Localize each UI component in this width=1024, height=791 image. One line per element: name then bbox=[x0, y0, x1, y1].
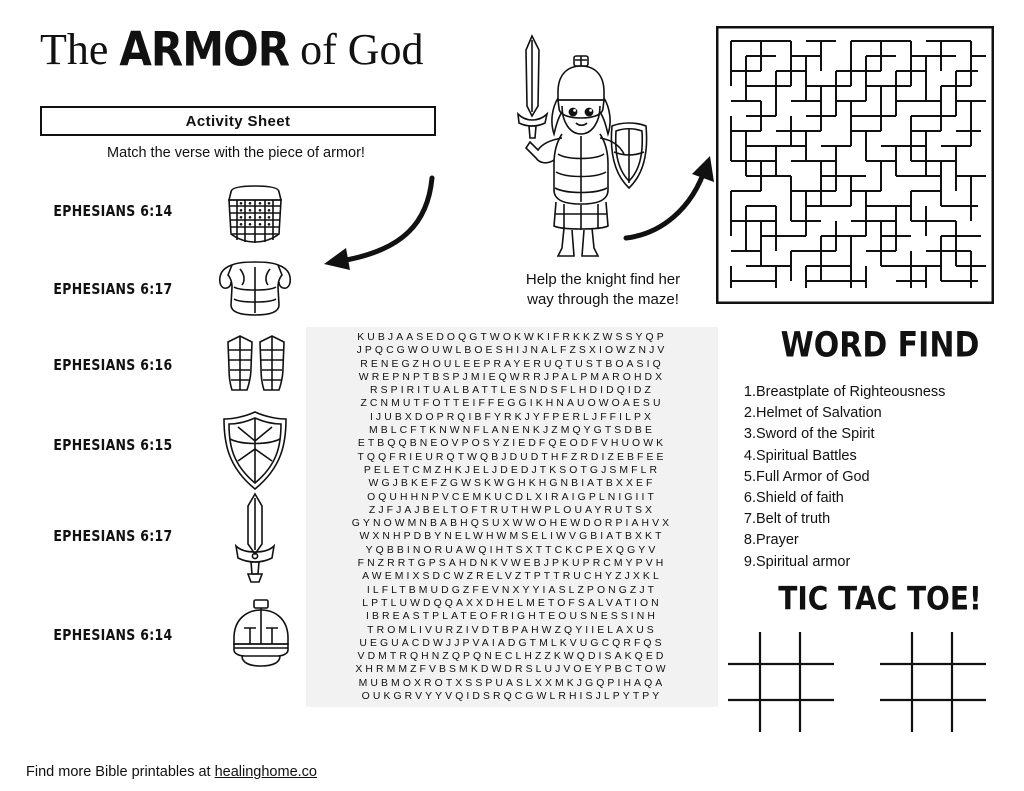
word-search-row: GYNOWMNBABHQSUXWWOHEWDORPIAHVX bbox=[351, 518, 673, 530]
title-word-god: God bbox=[347, 25, 424, 74]
tic-tac-toe-board-2 bbox=[880, 632, 986, 732]
sword-icon bbox=[226, 492, 284, 584]
title-word-of: of bbox=[300, 25, 337, 74]
list-item: 9.Spiritual armor bbox=[743, 553, 851, 570]
word-find-word: Sword of the Spirit bbox=[756, 426, 875, 443]
verse-label-6: EPHESIANS 6:14 bbox=[53, 625, 173, 644]
boots-icon bbox=[218, 334, 294, 396]
knight-caption bbox=[488, 270, 718, 311]
word-search-row: OQUHHNPVCEMKUCDLXIRAIGPLNIGIIT bbox=[367, 491, 657, 503]
list-item: 7.Belt of truth bbox=[743, 511, 831, 528]
word-search-row: XHRMMZFVBSMKDWDRSLUJVOEYPBCTOW bbox=[355, 664, 669, 676]
footer-text: Find more Bible printables at bbox=[26, 764, 215, 780]
verse-label-4: EPHESIANS 6:15 bbox=[53, 435, 173, 454]
word-search-row: WXNHPDBYNELWHWMSELIWVGBIATBXKT bbox=[359, 531, 665, 543]
word-find-word: Spiritual armor bbox=[756, 553, 851, 570]
word-search-row: TROMLIVURZIVDTBPAHWZQYIIELAXUS bbox=[367, 624, 657, 636]
verse-label-3: EPHESIANS 6:16 bbox=[53, 355, 173, 374]
word-find-word: Breastplate of Righteousness bbox=[756, 384, 946, 400]
word-search-row: OUKGRVYYVQIDSRQCGWLRHISJLPYTPY bbox=[361, 691, 663, 703]
word-search-row: WREPNPTBSPJMIEQWRRJPALPMAROHDX bbox=[358, 371, 666, 383]
word-search-row: RENEGZHOULEEPRAYERUQTUSTBOASIQ bbox=[360, 358, 664, 370]
word-search-row: LPTLUWDQQAXXDHELMETOFSALVATION bbox=[362, 597, 662, 609]
knight-caption-line1: Help the knight find her bbox=[525, 271, 681, 288]
word-find-word: Helmet of Salvation bbox=[756, 405, 882, 422]
tic-tac-toe-title: TIC TAC TOE! bbox=[778, 579, 982, 618]
list-item: 4.Spiritual Battles bbox=[743, 447, 857, 464]
word-search-row: ETBQQBNEOVPOSYZIEDFQEODFVHUOWK bbox=[357, 438, 667, 450]
title-word-armor: ARMOR bbox=[119, 22, 290, 77]
word-search-row: TQQFRIEURQTWQBJDUDTHFZRDIZEBFEE bbox=[357, 451, 667, 463]
page-title bbox=[40, 22, 440, 77]
list-item: 1.Breastplate of Righteousness bbox=[743, 384, 946, 400]
word-search-row: PELETCMZHKJELJDEDJTKSOTGJSMFLR bbox=[363, 464, 661, 476]
word-search-row: YQBBINORUAWQIHTSXTTCKCPEXQGYV bbox=[365, 544, 659, 556]
word-search-row: ZJFJAJBELTOFTRUTHWPLOUAYRUTSX bbox=[368, 504, 656, 516]
word-search-row: JPQCGWOUWLBOESHIJNALFZSXIOWZNJV bbox=[356, 345, 668, 357]
activity-sheet-banner bbox=[40, 106, 436, 136]
word-search-row: MBLCFTKNWNFLANENKJZMQYGTSDBE bbox=[369, 425, 655, 437]
knight-caption-line2: way through the maze! bbox=[527, 291, 679, 309]
list-item: 8.Prayer bbox=[743, 532, 799, 549]
word-find-title: WORD FIND bbox=[780, 325, 980, 366]
word-find-word: Full Armor of God bbox=[756, 468, 870, 485]
word-search-row: KUBJAASEDOQGTWOKWKIFRKKZWSSYQP bbox=[357, 332, 667, 343]
title-text bbox=[40, 22, 440, 77]
tunic-skirt-icon bbox=[215, 182, 295, 252]
footer bbox=[26, 764, 317, 780]
word-find-word: Prayer bbox=[756, 532, 799, 549]
word-search-row: RSPIRITUALBATTLESNDSFLHDIDQIDZ bbox=[370, 385, 654, 397]
word-search-row: VDMTRQHNZQPQNECLHZZKWQDISAKQED bbox=[357, 651, 667, 663]
verse-label-1: EPHESIANS 6:14 bbox=[53, 201, 173, 220]
word-search-row: ILFLTBMUDGZFEVNXYYIASLZPONGZJT bbox=[366, 584, 658, 596]
word-search-row: MUBMOXROTXSSPUASLXXMKJGQPIHAQA bbox=[358, 677, 666, 689]
match-instruction-text: Match the verse with the piece of armor! bbox=[107, 145, 365, 161]
verse-label-5: EPHESIANS 6:17 bbox=[53, 526, 173, 545]
word-find-list bbox=[740, 382, 1020, 573]
activity-sheet-label: Activity Sheet bbox=[185, 112, 291, 130]
word-find-word: Spiritual Battles bbox=[756, 447, 857, 464]
curved-arrow-to-maze bbox=[620, 140, 730, 250]
footer-url[interactable]: healinghome.co bbox=[214, 764, 317, 780]
breastplate-icon bbox=[212, 257, 298, 321]
verse-label-2: EPHESIANS 6:17 bbox=[53, 279, 173, 298]
word-find-word: Belt of truth bbox=[756, 511, 831, 528]
word-search-row: ZCNMUTFOTTEIFFEGGIKHNAUOWOAESU bbox=[360, 398, 664, 410]
list-item: 6.Shield of faith bbox=[743, 490, 844, 507]
list-item: 2.Helmet of Salvation bbox=[743, 405, 882, 422]
curved-arrow-to-armor bbox=[310, 170, 440, 280]
tic-tac-toe-board-1 bbox=[728, 632, 834, 732]
word-search-row: AWEMIXSDCWZRELVZTPTTRUCHYZJXKL bbox=[362, 571, 662, 583]
word-search-grid bbox=[306, 327, 718, 707]
word-search-row: IBREASTPLATEOFRIGHTEOUSNESSINH bbox=[366, 611, 658, 623]
word-search-row: UEGUACDWJJPVAIADGTMLKVUGCQRFQS bbox=[359, 637, 665, 649]
maze-puzzle bbox=[716, 26, 994, 309]
helmet-icon bbox=[222, 598, 300, 670]
word-search-row: FNZRRTGPSAHDNKVWEBJPKUPRCMYPVH bbox=[357, 558, 667, 570]
word-search-row: IJUBXDOPRQIBFYRKJYFPERLJFFILPX bbox=[369, 411, 655, 423]
tic-tac-toe-boards bbox=[722, 628, 1012, 743]
word-find-word: Shield of faith bbox=[756, 490, 844, 507]
list-item: 3.Sword of the Spirit bbox=[743, 426, 875, 443]
list-item: 5.Full Armor of God bbox=[743, 468, 870, 485]
title-word-the: The bbox=[40, 25, 109, 74]
shield-icon bbox=[218, 409, 292, 493]
word-search-row: WGJBKEFZGWSKWGHKHGNBIATBXXEF bbox=[368, 478, 656, 490]
